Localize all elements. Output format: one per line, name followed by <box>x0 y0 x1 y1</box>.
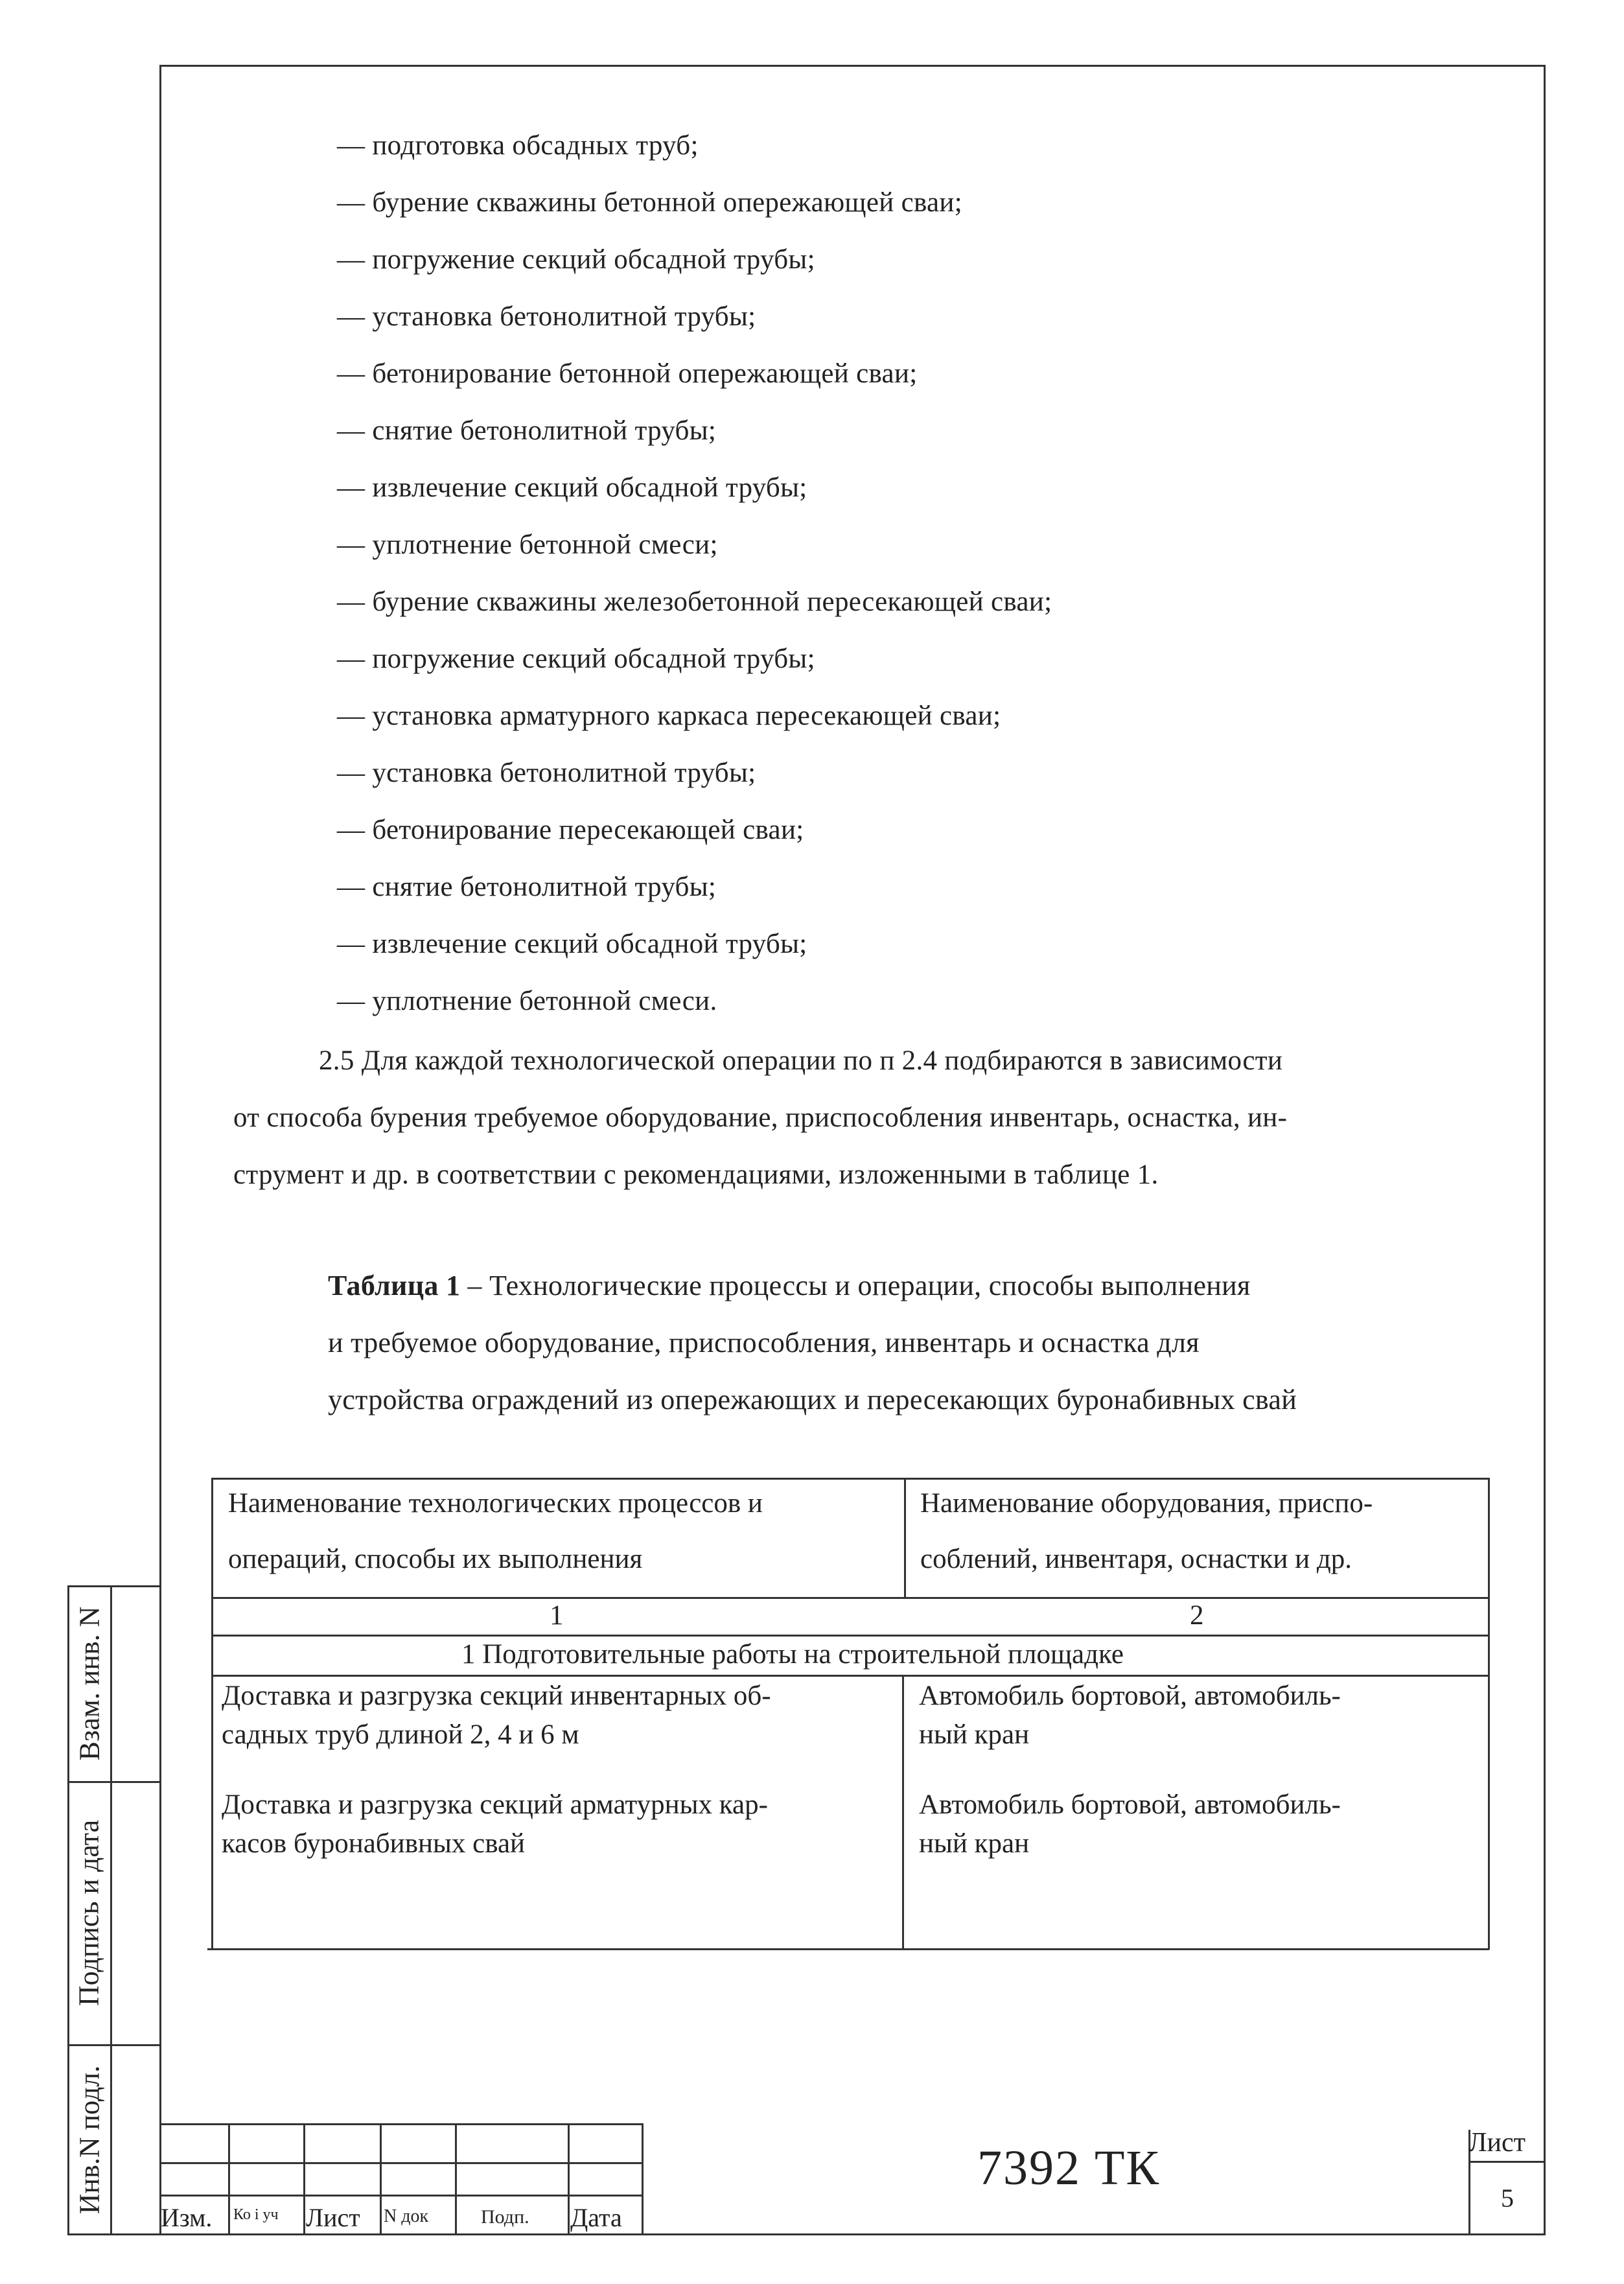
frame-right <box>1544 65 1546 2235</box>
frame-left <box>159 65 161 2235</box>
title-block-label-ndok: N док <box>384 2206 429 2226</box>
table-row-col1-line: садных труб длиной 2, 4 и 6 м <box>222 1719 579 1750</box>
list-item: — бурение скважины бетонной опережающей сваи; <box>337 187 962 218</box>
paragraph-line: струмент и др. в соответствии с рекомендациями, изложенными в таблице 1. <box>233 1159 1159 1190</box>
list-item: — погружение секций обсадной трубы; <box>337 244 815 275</box>
frame-bottom <box>67 2233 1546 2235</box>
table-row-col2-line: ный кран <box>919 1719 1030 1750</box>
title-block-col <box>455 2123 457 2235</box>
table-row-col2-line: ный кран <box>919 1828 1030 1859</box>
table-border-bottom <box>207 1948 1489 1950</box>
title-block-label-kol: Ко і уч <box>233 2206 279 2223</box>
list-item: — установка бетонолитной трубы; <box>337 301 756 332</box>
table-row-divider <box>211 1597 1489 1599</box>
table-caption-line: устройства ограждений из опережающих и пересекающих буронабивных свай <box>328 1384 1297 1416</box>
title-block-row <box>159 2162 643 2164</box>
table-caption-line <box>328 1269 1251 1302</box>
frame-top <box>159 65 1545 67</box>
side-stamp-podpis: Подпись и дата <box>73 1819 105 2007</box>
title-block-col <box>642 2123 644 2235</box>
table-caption-bold: Таблица 1 <box>328 1270 461 1301</box>
table-row-col2-line: Автомобиль бортовой, автомобиль- <box>919 1789 1341 1820</box>
sheet-number: 5 <box>1501 2184 1514 2213</box>
sheet-label: Лист <box>1468 2128 1525 2158</box>
side-stamp-top <box>67 1585 161 1587</box>
list-item: — подготовка обсадных труб; <box>337 130 699 161</box>
table-row-divider <box>211 1675 1489 1677</box>
title-block-col <box>568 2123 570 2235</box>
table-header-col1-line: Наименование технологических процессов и <box>228 1488 763 1519</box>
table-col-divider <box>902 1675 904 1950</box>
table-header-col2-line: соблений, инвентаря, оснастки и др. <box>920 1544 1352 1574</box>
title-block-label-podp: Подп. <box>481 2206 529 2228</box>
paragraph-line: от способа бурения требуемое оборудование, приспособления инвентарь, оснастка, ин- <box>233 1102 1288 1133</box>
list-item: — бурение скважины железобетонной пересекающей сваи; <box>337 587 1052 617</box>
list-item: — извлечение секций обсадной трубы; <box>337 929 807 959</box>
table-section-title: 1 Подготовительные работы на строительной площадке <box>461 1639 1124 1670</box>
list-item: — уплотнение бетонной смеси; <box>337 530 718 560</box>
table-col-number: 2 <box>1190 1600 1204 1631</box>
list-item: — установка арматурного каркаса пересекающей сваи; <box>337 701 1001 731</box>
side-stamp-inv: Инв.N подл. <box>73 2065 106 2215</box>
title-block-label-list: Лист <box>306 2203 360 2232</box>
table-header-col2-line: Наименование оборудования, приспо- <box>920 1488 1373 1519</box>
list-item: — бетонирование пересекающей сваи; <box>337 815 804 845</box>
table-header-col1-line: операций, способы их выполнения <box>228 1544 643 1574</box>
side-stamp-inner-left <box>110 1585 112 2235</box>
title-block-col <box>303 2123 305 2235</box>
title-block-label-data: Дата <box>570 2203 622 2232</box>
table-row-divider <box>211 1635 1489 1637</box>
list-item: — извлечение секций обсадной трубы; <box>337 472 807 503</box>
side-stamp-outer-left <box>67 1585 69 2235</box>
paragraph-line: 2.5 Для каждой технологической операции по п 2.4 подбираются в зависимости <box>319 1045 1283 1076</box>
title-block-label-izm: Изм. <box>161 2203 213 2232</box>
table-col-number: 1 <box>550 1600 564 1631</box>
table-border-left <box>211 1478 213 1950</box>
list-item: — уплотнение бетонной смеси. <box>337 986 717 1016</box>
title-block-top <box>159 2123 643 2125</box>
list-item: — снятие бетонолитной трубы; <box>337 415 717 446</box>
list-item: — снятие бетонолитной трубы; <box>337 872 717 902</box>
list-item: — бетонирование бетонной опережающей сваи; <box>337 358 918 389</box>
table-row-col1-line: Доставка и разгрузка секций инвентарных об- <box>222 1681 771 1711</box>
list-item: — погружение секций обсадной трубы; <box>337 644 815 674</box>
title-block-row <box>159 2195 643 2197</box>
table-border-right <box>1488 1478 1490 1950</box>
title-block-col <box>228 2123 230 2235</box>
table-caption-text: – Технологические процессы и операции, способы выполнения <box>460 1270 1251 1301</box>
list-item: — установка бетонолитной трубы; <box>337 758 756 788</box>
table-row-col2-line: Автомобиль бортовой, автомобиль- <box>919 1681 1341 1711</box>
table-border-top <box>211 1478 1489 1480</box>
table-row-col1-line: Доставка и разгрузка секций арматурных кар- <box>222 1789 768 1820</box>
side-stamp-divider <box>67 2044 161 2046</box>
title-block-col <box>380 2123 382 2235</box>
sheet-box-divider <box>1468 2161 1545 2163</box>
side-stamp-vzam: Взам. инв. N <box>73 1606 106 1761</box>
table-row-col1-line: касов буронабивных свай <box>222 1828 526 1859</box>
side-stamp-divider <box>67 1781 161 1783</box>
table-col-divider <box>904 1478 906 1597</box>
document-code: 7392 ТК <box>977 2141 1161 2195</box>
table-caption-line: и требуемое оборудование, приспособления, инвентарь и оснастка для <box>328 1327 1200 1358</box>
